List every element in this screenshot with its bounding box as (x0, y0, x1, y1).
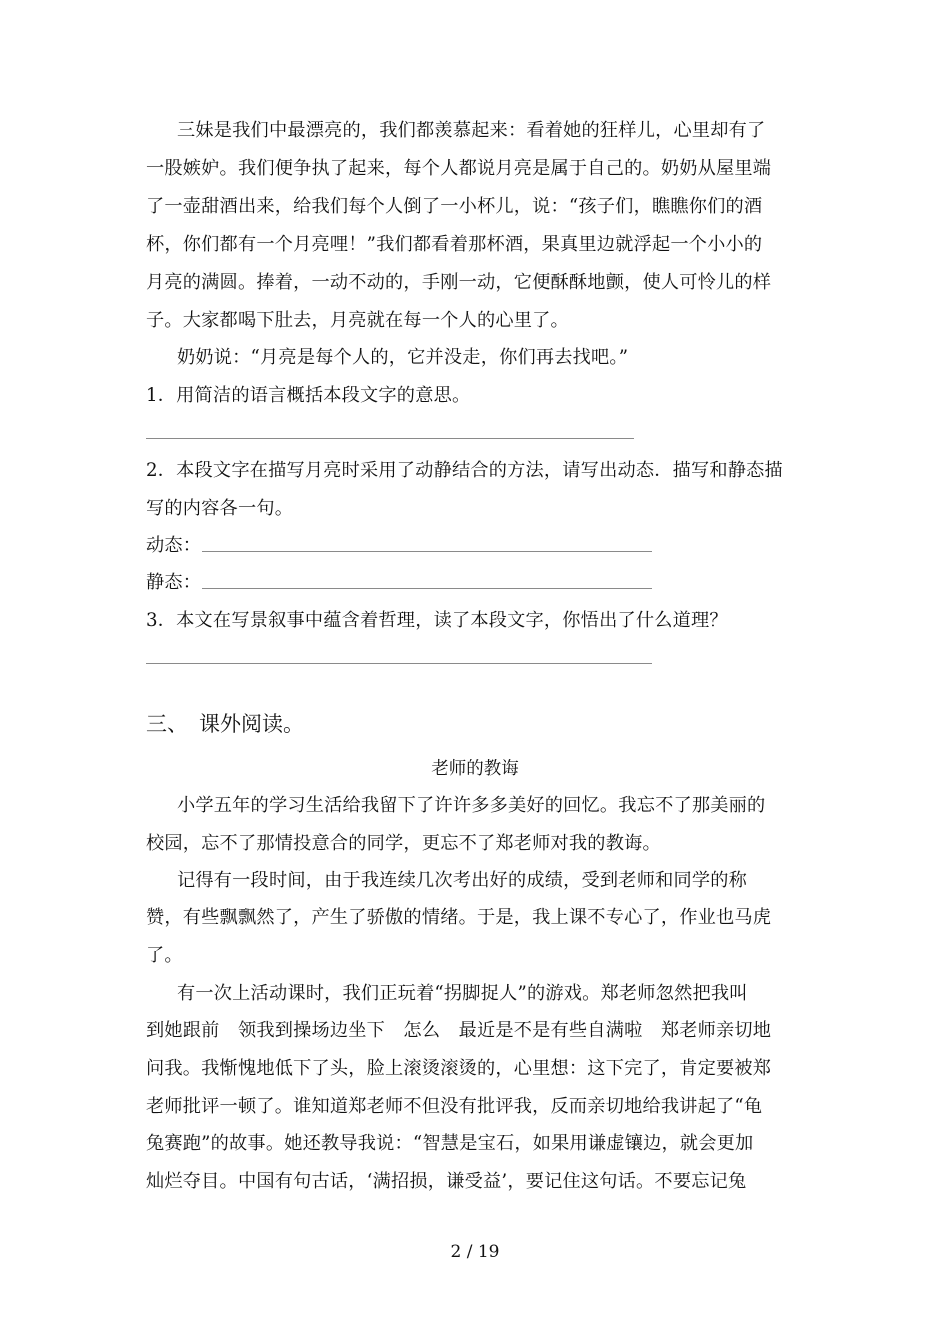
question-2-line-1: 2．本段文字在描写月亮时采用了动静结合的方法，请写出动态．描写和静态描 (146, 460, 783, 481)
article-line: 到她跟前 领我到操场边坐下 怎么 最近是不是有些自满啦 郑老师亲切地 (146, 1020, 772, 1041)
article-line: 了。 (146, 945, 183, 966)
article-line: 老师批评一顿了。谁知道郑老师不但没有批评我，反而亲切地给我讲起了“龟 (146, 1096, 763, 1117)
article-line: 赞，有些飘飘然了，产生了骄傲的情绪。于是，我上课不专心了，作业也马虎 (146, 907, 772, 928)
static-answer-line[interactable] (202, 588, 652, 589)
passage-line: 杯，你们都有一个月亮哩！”我们都看着那杯酒，果真里边就浮起一个小小的 (146, 234, 763, 255)
passage-line: 奶奶说：“月亮是每个人的，它并没走，你们再去找吧。” (177, 347, 629, 368)
passage-line: 子。大家都喝下肚去，月亮就在每一个人的心里了。 (146, 310, 569, 331)
question-1: 1．用简洁的语言概括本段文字的意思。 (146, 385, 471, 406)
article-line: 记得有一段时间，由于我连续几次考出好的成绩，受到老师和同学的称 (177, 870, 748, 891)
article-line: 小学五年的学习生活给我留下了许许多多美好的回忆。我忘不了那美丽的 (177, 795, 766, 816)
article-line: 灿烂夺目。中国有句古话，‘满招损，谦受益’，要记住这句话。不要忘记兔 (146, 1171, 747, 1192)
dynamic-answer-line[interactable] (202, 551, 652, 552)
passage-line: 月亮的满圆。捧着，一动不动的，手刚一动，它便酥酥地颤，使人可怜儿的样 (146, 272, 772, 293)
section-number: 三、 (146, 712, 188, 736)
passage-line: 一股嫉妒。我们便争执了起来，每个人都说月亮是属于自己的。奶奶从屋里端 (146, 158, 772, 179)
section-heading (146, 710, 304, 738)
article-line: 校园，忘不了那情投意合的同学，更忘不了郑老师对我的教诲。 (146, 833, 661, 854)
passage-line: 三妹是我们中最漂亮的，我们都羡慕起来：看着她的狂样儿，心里却有了 (177, 120, 766, 141)
question-3: 3．本文在写景叙事中蕴含着哲理，读了本段文字，你悟出了什么道理？ (146, 610, 728, 631)
passage-line: 了一壶甜酒出来，给我们每个人倒了一小杯儿，说：“孩子们，瞧瞧你们的酒 (146, 196, 763, 217)
answer-line-1[interactable] (146, 438, 634, 439)
article-line: 有一次上活动课时，我们正玩着“拐脚捉人”的游戏。郑老师忽然把我叫 (177, 983, 748, 1004)
question-2-line-2: 写的内容各一句。 (146, 498, 294, 519)
article-line: 兔赛跑”的故事。她还教导我说：“智慧是宝石，如果用谦虚镶边，就会更加 (146, 1133, 754, 1154)
article-line: 问我。我惭愧地低下了头，脸上滚烫滚烫的，心里想：这下完了，肯定要被郑 (146, 1058, 772, 1079)
answer-line-3[interactable] (146, 663, 652, 664)
page-number: 2 / 19 (450, 1242, 500, 1262)
article-title: 老师的教诲 (431, 759, 519, 779)
section-title: 课外阅读。 (199, 712, 304, 736)
dynamic-label: 动态： (146, 535, 202, 556)
static-label: 静态： (146, 572, 202, 593)
